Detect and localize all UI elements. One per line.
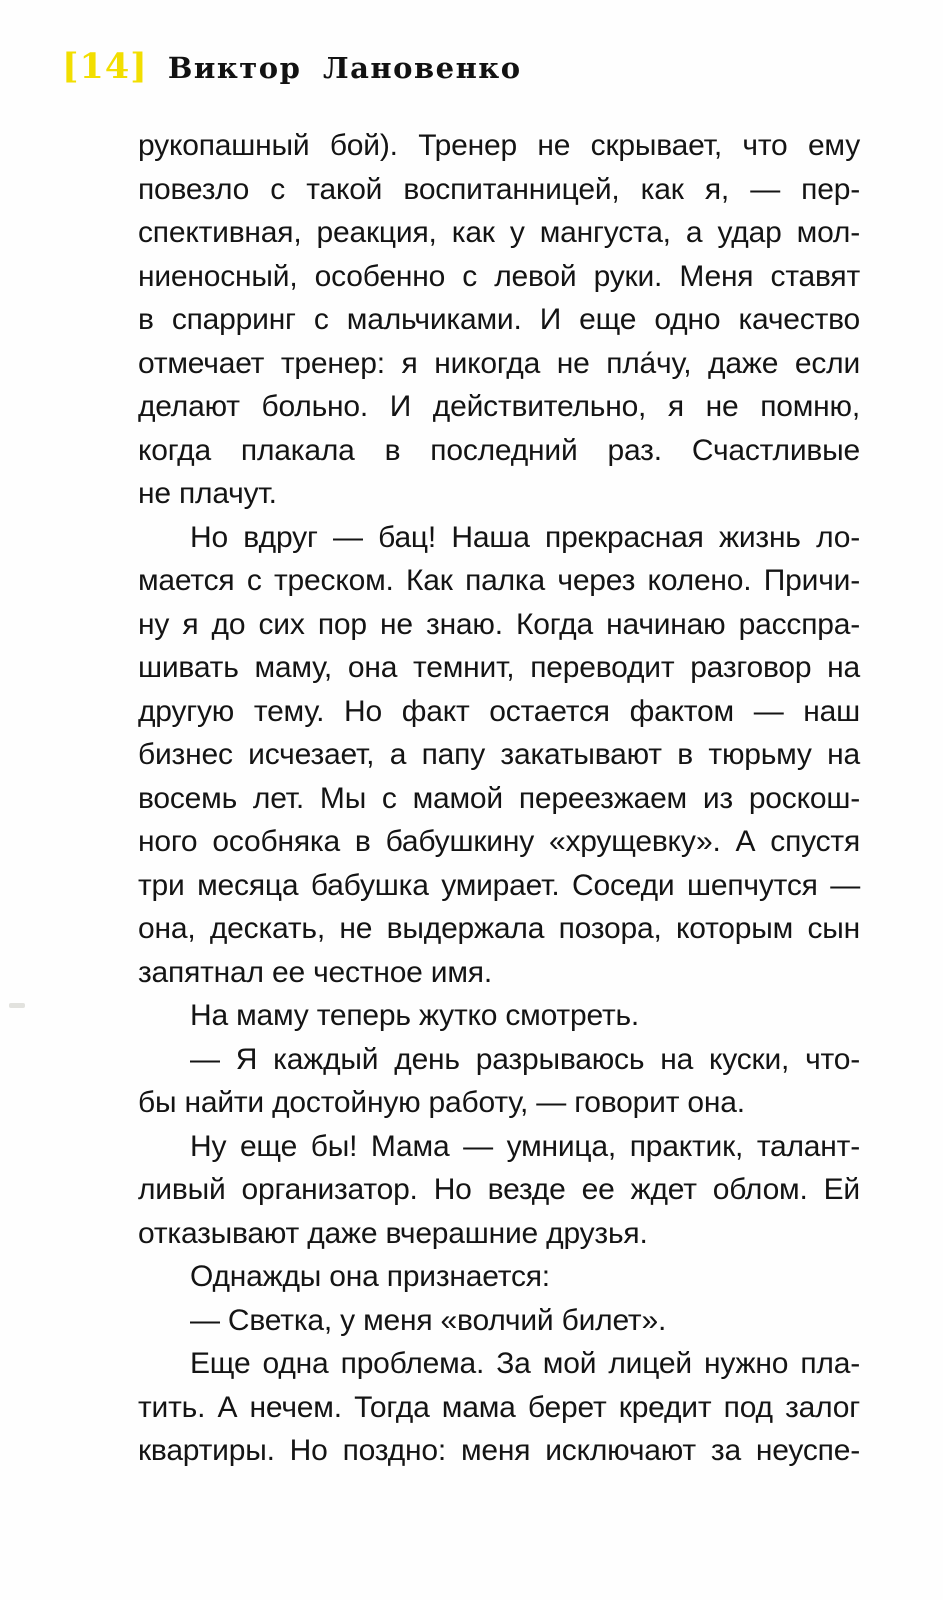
text-line: шивать маму, она темнит, переводит разговор на [138, 651, 860, 684]
text-line: На маму теперь жутко смотреть. [190, 999, 640, 1032]
text-line: Ну еще бы! Мама — умница, практик, талант- [190, 1129, 860, 1163]
author-name: Виктор Лановенко [167, 51, 522, 85]
text-line: — Светка, у меня «волчий билет». [190, 1303, 667, 1337]
text-line: в спарринг с мальчиками. И еще одно качество [138, 303, 860, 336]
text-line: запятнал ее честное имя. [138, 955, 492, 989]
text-line: повезло с такой воспитанницей, как я, — пер- [138, 172, 860, 206]
text-line: восемь лет. Мы с мамой переезжаем из роскош- [138, 781, 860, 815]
running-head [62, 46, 522, 87]
text-line: ного особняка в бабушкину «хрущевку». А спустя [138, 825, 860, 858]
text-line: другую тему. Но факт остается фактом — наш [138, 694, 860, 728]
text-line: мается с треском. Как палка через колено. Причи- [138, 564, 860, 597]
text-line: три месяца бабушка умирает. Соседи шепчутся — [138, 868, 860, 902]
page-number: [14] [62, 46, 148, 87]
text-line: ну я до сих пор не знаю. Когда начинаю расспра- [138, 607, 860, 641]
text-line: бы найти достойную работу, — говорит она. [138, 1086, 745, 1119]
text-line: спективная, реакция, как у мангуста, а удар мол- [138, 216, 860, 249]
text-line: тить. А нечем. Тогда мама берет кредит под залог [138, 1390, 860, 1424]
text-line: когда плакала в последний раз. Счастливые [138, 433, 860, 467]
text-line: Еще одна проблема. За мой лицей нужно пла- [190, 1347, 860, 1380]
text-line: квартиры. Но поздно: меня исключают за неуспе- [138, 1434, 860, 1467]
text-line: она, дескать, не выдержала позора, которым сын [138, 912, 860, 945]
text-line: — Я каждый день разрываюсь на куски, что- [190, 1042, 860, 1076]
text-line: ливый организатор. Но везде ее ждет облом. Ей [138, 1173, 860, 1206]
body-text [138, 124, 860, 1473]
text-line: Однажды она признается: [190, 1260, 550, 1293]
text-line: отказывают даже вчерашние друзья. [138, 1216, 648, 1250]
scan-artifact-mark [9, 1003, 25, 1008]
text-line: ниеносный, особенно с левой руки. Меня ставят [138, 259, 860, 293]
text-line: рукопашный бой). Тренер не скрывает, что ему [138, 129, 860, 162]
text-line: бизнес исчезает, а папу закатывают в тюрьму на [138, 738, 860, 771]
text-line: отмечает тренер: я никогда не пла́чу, даже если [138, 346, 860, 380]
text-line: делают больно. И действительно, я не помню, [138, 390, 860, 423]
text-line: не плачут. [138, 477, 277, 510]
text-line: Но вдруг — бац! Наша прекрасная жизнь ло- [190, 520, 860, 554]
